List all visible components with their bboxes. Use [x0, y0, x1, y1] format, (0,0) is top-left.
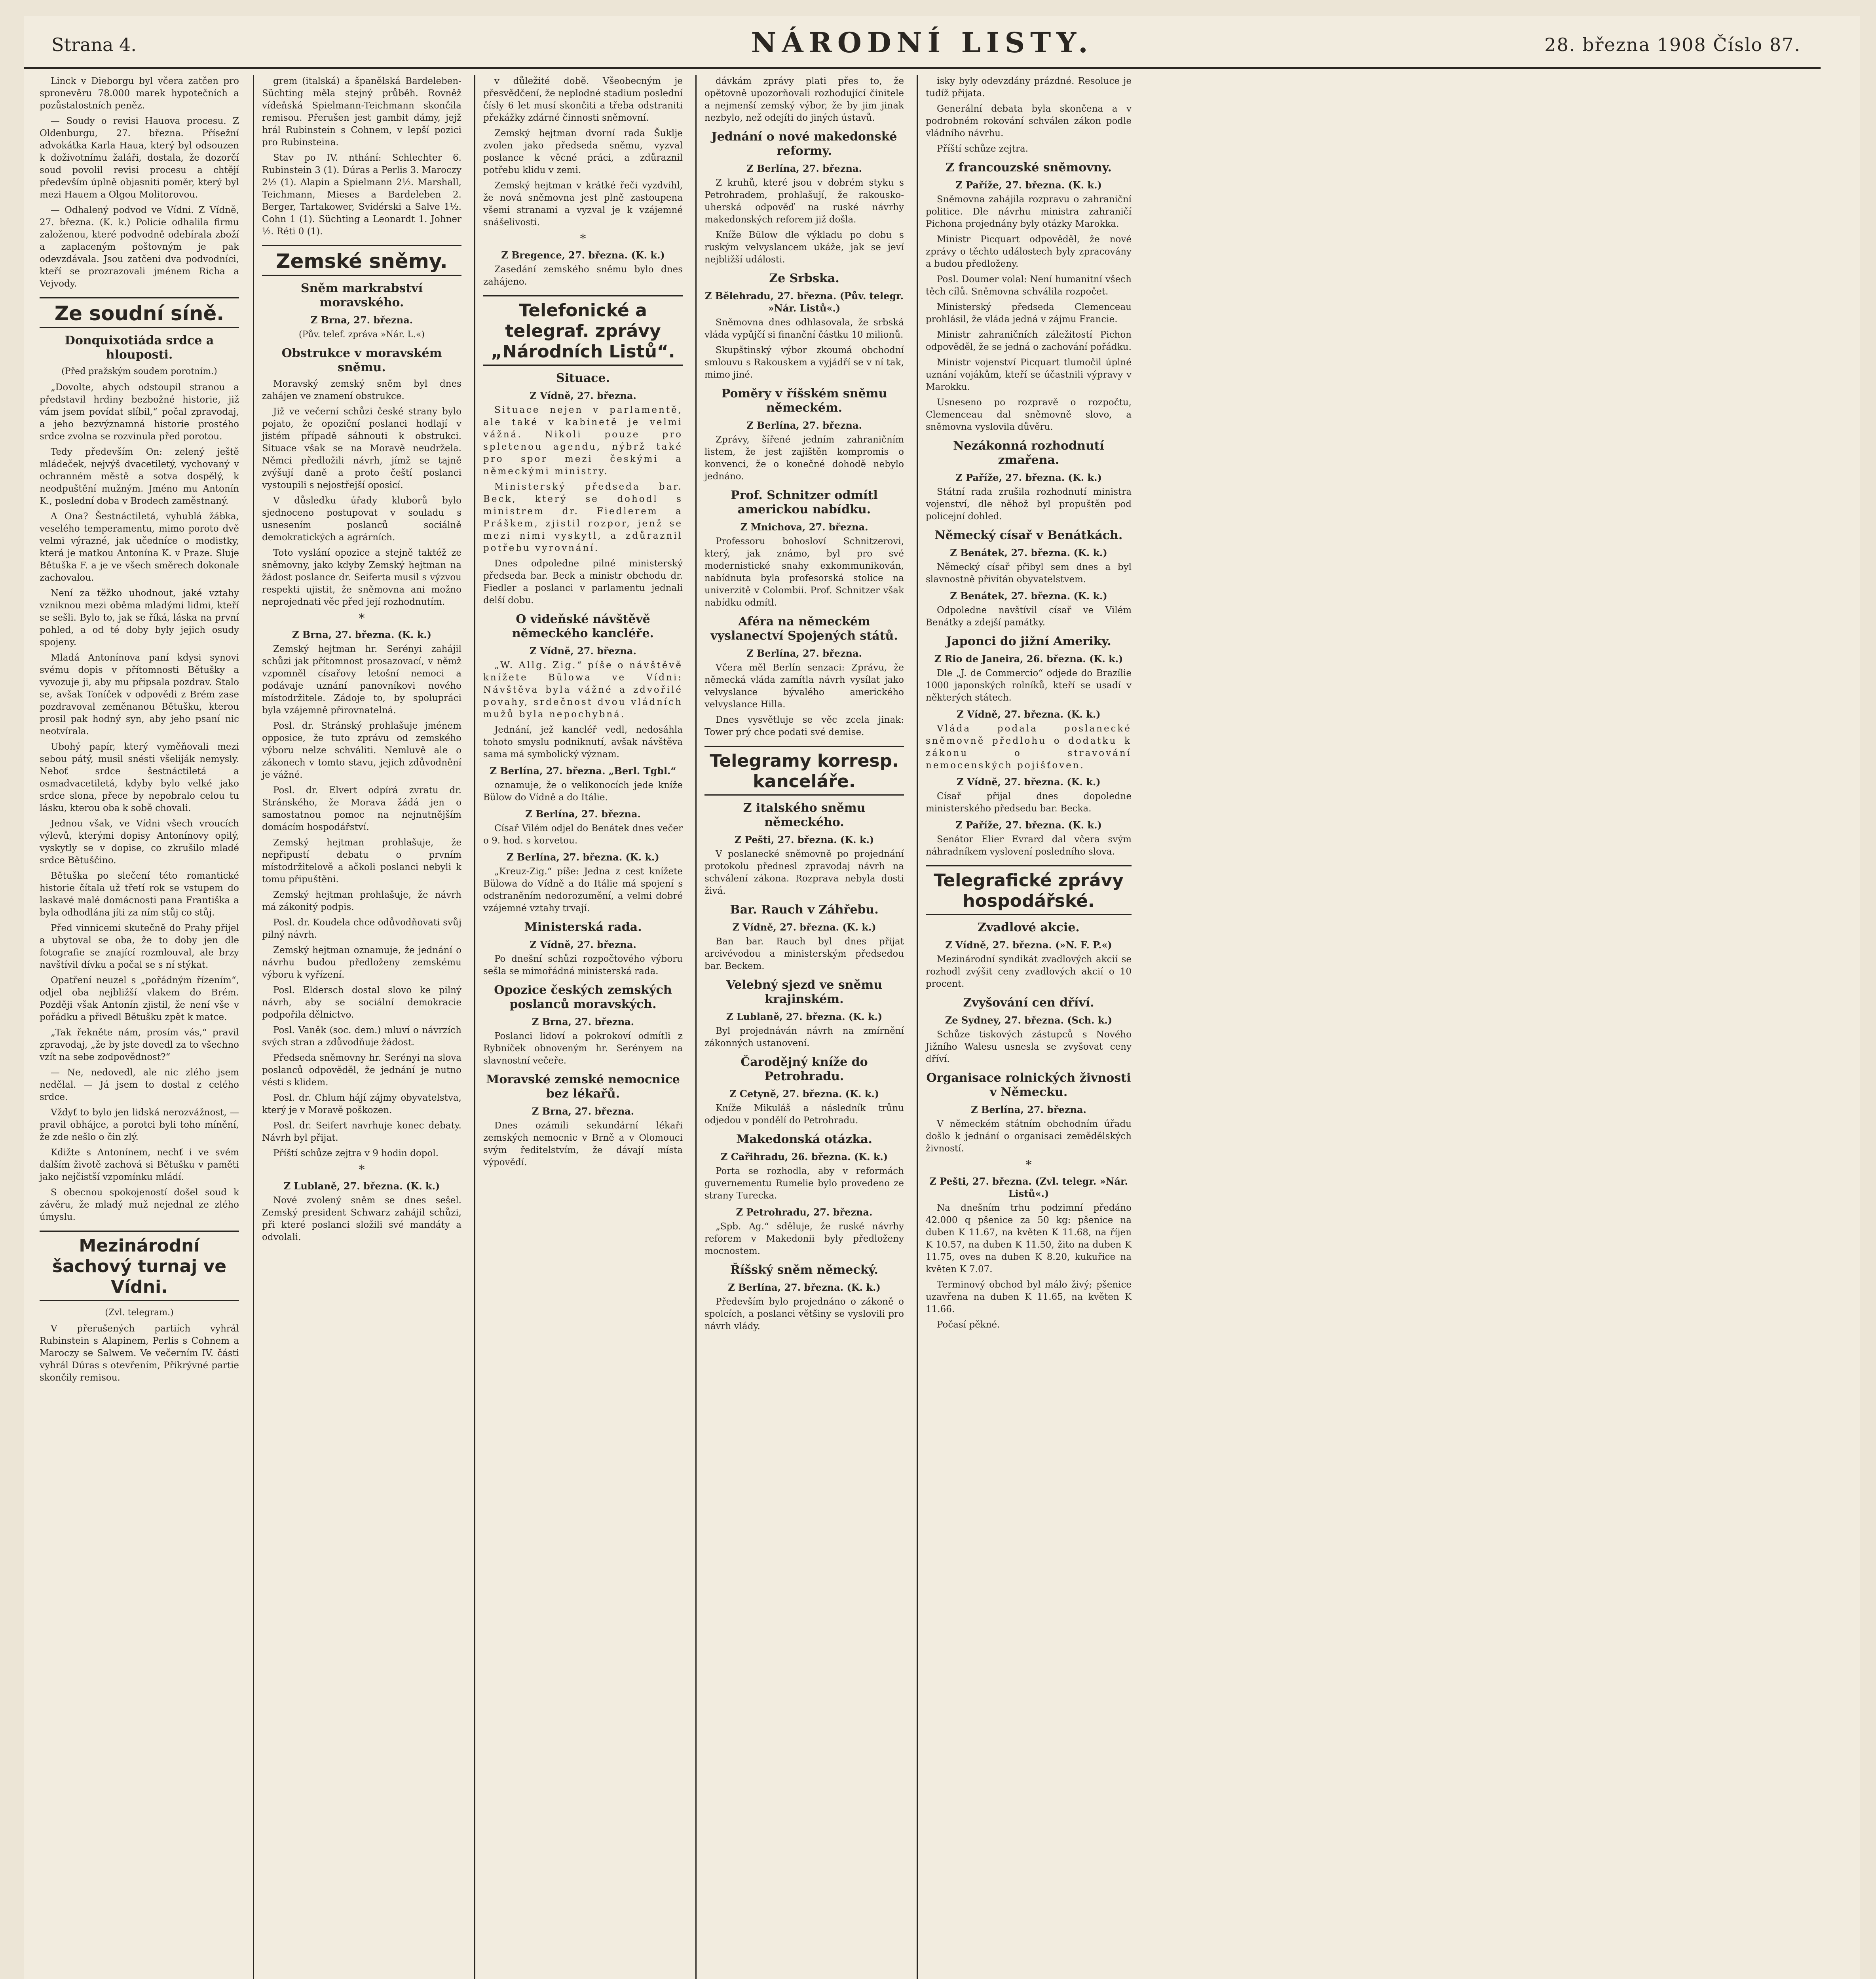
subsection-title: Čarodějný kníže do Petrohradu.	[741, 1055, 868, 1083]
paragraph: Zemský hejtman v krátké řeči vyzdvihl, že nová sněmovna jest plně zastoupena všemi stranami a vyzval je k vzájemné snášelivosti.	[483, 180, 683, 228]
paragraph: S obecnou spokojeností došel soud k závěru, že mladý muž nejednal ze zlého úmyslu.	[40, 1187, 239, 1222]
paragraph: „W. Allg. Zig.“ píše o návštěvě knížete Bülowa ve Vídni: Návštěva byla vážné a zdvořilé povahy, srdečnost dvou vládních mužů byla nepochybná.	[483, 660, 683, 720]
subsection-title: Jednání o nové makedonské reformy.	[711, 130, 897, 158]
subsection-title: Sněm markrabství moravského.	[300, 281, 423, 310]
paragraph: Nové zvolený sněm se dnes sešel. Zemský president Schwarz zahájil schůzi, při které poslanci složili své mandáty a odvolali.	[262, 1195, 461, 1242]
paragraph: Sněmovna dnes odhlasovala, že srbská vláda vypůjčí si finanční částku 10 milionů.	[704, 317, 904, 340]
paragraph: „Dovolte, abych odstoupil stranou a představil hrdiny bezbožné historie, již vám jsem povídat slíbil,“ počal zpravodaj, a jeho bezvýznamná historie prostého srdce zvolna se rozvinula před porotou.	[40, 382, 239, 442]
subsection-title: Prof. Schnitzer odmítl americkou nabídku.	[731, 488, 878, 517]
paragraph: Z kruhů, které jsou v dobrém styku s Petrohradem, prohlašují, že rakousko-uherská odpověď na ruské návrhy makedonských reforem již došla.	[704, 178, 904, 225]
source-note: (Pův. telef. zpráva »Nár. L.«)	[298, 330, 425, 340]
paragraph: Příští schůze zejtra v 9 hodin dopol.	[273, 1148, 439, 1159]
paragraph: Posl. Doumer volal: Není humanitní všech těch cílů. Sněmovna schválila rozpočet.	[926, 274, 1132, 297]
paragraph: Skupštinský výbor zkoumá obchodní smlouvu s Rakouskem a vyjádří se v ní tak, mimo jiné.	[704, 345, 904, 380]
paragraph: A Ona? Šestnáctiletá, vyhublá žábka, veselého temperamentu, mimo poroto dvě velmi výrazné, jak učedníce o modistky, která je matkou Antonína K. v Praze. Sluje Bětuška F. a je ve všech směrech dokonale zachovalou.	[40, 511, 239, 583]
subsection-title: Zvadlové akcie.	[978, 921, 1080, 934]
section-title-court: Ze soudní síně.	[40, 297, 239, 328]
paragraph: V poslanecké sněmovně po projednání protokolu přednesl zpravodaj návrh na schválení zákona. Rozprava nebyla dosti živá.	[704, 849, 904, 896]
article-columns	[32, 75, 1829, 1979]
page-header	[24, 16, 1821, 69]
paragraph: Císař Vilém odjel do Benátek dnes večer o 9. hod. s korvetou.	[483, 823, 683, 846]
paragraph: Zemský hejtman hr. Serényi zahájil schůzi jak přítomnost prosazovací, v němž vzpomněl císařovy letošní nemoci a podávaje uznání panovníkovi nového místodržitele. Zádoje to, by spolupráci byla vzájemně přirovnatelná.	[262, 644, 461, 716]
separator-star: *	[359, 1163, 365, 1177]
dateline: Z Berlína, 27. března. (K. k.)	[728, 1282, 881, 1293]
story-title: Donquixotiáda srdce a hlouposti.	[65, 334, 214, 362]
paragraph: Poslanci lidoví a pokrokoví odmítli z Rybníček obnoveným hr. Serényem na slavnostní večeře.	[483, 1031, 683, 1066]
dateline: Z Vídně, 27. března.	[530, 645, 636, 657]
section-title-diets: Zemské sněmy.	[262, 245, 461, 276]
paragraph: Především bylo projednáno o zákoně o spolcích, a poslanci většiny se vyslovili pro návrh vlády.	[704, 1297, 904, 1331]
paragraph: Dle „J. de Commercio“ odjede do Brazílie 1000 japonských rolníků, kteří se usadí v některých státech.	[926, 668, 1132, 703]
paragraph: Mladá Antonínova paní kdysi synovi svému dopis v přítomnosti Bětušky a vyvozuje ji, aby mu připsala pozdrav. Stalo se, avšak Toníček v odpovědi z Brém zase pozdravoval zeměnanou Bětušku, kterou prosil pak hodný syn, aby jeho psaní nic neotvírala.	[40, 653, 239, 737]
subsection-title: Opozice českých zemských poslanců moravských.	[494, 983, 672, 1011]
paragraph: Ministerský předseda bar. Beck, který se dohodl s ministrem dr. Fiedlerem a Práškem, zjistil rozpor, jenž se mezi nimi vyskytl, a zdůraznil potřebu vyrovnání.	[483, 482, 683, 553]
paragraph: Počasí pěkné.	[937, 1320, 1000, 1330]
dateline: Z Berlína, 27. března.	[746, 648, 862, 659]
paragraph: Německý císař přibyl sem dnes a byl slavnostně přivítán obyvatelstvem.	[926, 562, 1132, 585]
subsection-title: Situace.	[556, 371, 610, 385]
paragraph: Mezinárodní syndikát zvadlových akcií se rozhodl zvýšit ceny zvadlových akcií o 10 procent.	[926, 954, 1132, 989]
page-number: Strana 4.	[51, 34, 137, 55]
paragraph: Professoru bohosloví Schnitzerovi, který, jak známo, byl pro své modernistické snahy exkommunikován, nabídnuta byla profesorská stolice na univerzitě v Colombii. Prof. Schnitzer však nabídku odmítl.	[704, 536, 904, 608]
paragraph: Posl. Vaněk (soc. dem.) mluví o návrzích svých stran a zdůvodňuje žádost.	[262, 1025, 461, 1048]
dateline: Z Berlína, 27. března.	[971, 1104, 1086, 1115]
dateline: Z Vídně, 27. března. (K. k.)	[732, 921, 876, 933]
paragraph: Odpoledne navštívil císař ve Vilém Benátky a zdejší památky.	[926, 605, 1132, 628]
paragraph: Posl. dr. Stránský prohlašuje jménem opposice, že tuto zprávu od zemského výboru nelze schváliti. Nemluvě ale o zákonech v tomto stavu, jejich zdůvodnění je vážné.	[262, 721, 461, 780]
paragraph: Schůze tiskových zástupců s Nového Jižního Walesu usnesla se zvyšovat ceny dříví.	[926, 1029, 1132, 1064]
paragraph: Bětuška po slečení této romantické historie čítala už třetí rok se vstupem do laskavé malé domácnosti pana Františka a byla odhodlána jíti za ním stůj co stůj.	[40, 871, 239, 918]
paragraph: Linck v Dieborgu byl včera zatčen pro spronevěru 78.000 marek hypotečních a pozůstalostních peněz.	[40, 76, 239, 111]
paragraph: Situace nejen v parlamentě, ale také v kabinetě je velmi vážná. Nikoli pouze pro spletenou agendu, nýbrž také pro spor mezi českými a německými ministry.	[483, 405, 683, 477]
paragraph: Dnes vysvětluje se věc zcela jinak: Tower prý chce podati své demise.	[704, 715, 904, 737]
paragraph: Příští schůze zejtra.	[937, 144, 1029, 154]
paragraph: V přerušených partiích vyhrál Rubinstein s Alapinem, Perlis s Cohnem a Maroczy se Salwem. Ve večerním IV. části vyhrál Dúras s otevřením, Přikrývné partie skončily remisou.	[40, 1324, 239, 1383]
dateline: Z Petrohradu, 27. března.	[736, 1206, 873, 1218]
dateline: Z Paříže, 27. března. (K. k.)	[955, 819, 1102, 831]
paragraph: Toto vyslání opozice a stejně taktéž ze sněmovny, jako kdyby Zemský hejtman na žádost poslance dr. Seiferta musil s výzvou respekti ujistit, že sněmovna ani možno neprojednati věc před její rozhodnutím.	[262, 548, 461, 607]
subsection-title: Japonci do jižní Ameriky.	[946, 634, 1111, 648]
paragraph: Jednou však, ve Vídni všech vroucích výlevů, kterými dopisy Antonínovy opilý, vyskytly se v dopise, co zkrušilo mladé srdce Bětuščino.	[40, 819, 239, 866]
dateline: Z Benátek, 27. března. (K. k.)	[950, 547, 1107, 558]
subsection-title: Moravské zemské nemocnice bez lékařů.	[486, 1073, 680, 1101]
dateline: Z Pešti, 27. března. (Zvl. telegr. »Nár. Listů«.)	[929, 1176, 1128, 1199]
paragraph: Terminový obchod byl málo živý; pšenice uzavřena na duben K 11.65, na květen K 11.66.	[926, 1280, 1132, 1314]
paragraph: Vždyť to bylo jen lidská nerozvážnost, — pravil obhájce, a porotci byli toho mínění, že zde nešlo o čin zlý.	[40, 1107, 239, 1142]
paragraph: Stav po IV. nthání: Schlechter 6. Rubinstein 3 (1). Dúras a Perlis 3. Maroczy 2½ (1). Alapin a Spielmann 2½. Marshall, Teichmann, Mieses a Bardeleben 2. Berger, Tartakower, Svidérski a Salve 1½. Cohn 1 (1). Süchting a Leonardt 1. Johner ½. Réti 0 (1).	[262, 153, 461, 237]
paragraph: Dnes odpoledne pilné ministerský předseda bar. Beck a ministr obchodu dr. Fiedler a poslanci v parlamentu jednali delší dobu.	[483, 558, 683, 606]
paragraph: dávkám zprávy plati přes to, že opětovně upozorňovali rozhodující činitele a nejmenší zemský výbor, že by jim jinak nezbylo, než odejíti do jiných ústavů.	[704, 76, 904, 123]
subsection-title: O videňské návštěvě německého kancléře.	[512, 612, 654, 640]
subsection-title: Nezákonná rozhodnutí zmařena.	[953, 439, 1104, 467]
paragraph: Posl. dr. Elvert odpírá zvratu dr. Stránského, že Morava žádá jen o samostatnou pomoc na nejnutnějším domácím hospodářství.	[262, 785, 461, 832]
paragraph: Po dnešní schůzi rozpočtového výboru sešla se mimořádná ministerská rada.	[483, 954, 683, 976]
paragraph: Byl projednáván návrh na zmírnění zákonných ustanovení.	[704, 1026, 904, 1048]
dateline: Z Berlína, 27. března.	[525, 808, 641, 820]
subsection-title: Z francouzské sněmovny.	[946, 161, 1112, 175]
dateline: Z Vídně, 27. března. (»N. F. P.«)	[945, 939, 1112, 951]
section-title-chess: Mezinárodní šachový turnaj ve Vídni.	[40, 1231, 239, 1301]
dateline: Z Lublaně, 27. března. (K. k.)	[726, 1011, 883, 1022]
subsection-title: Obstrukce v moravském sněmu.	[281, 346, 442, 374]
dateline: Z Paříže, 27. března. (K. k.)	[955, 179, 1102, 191]
paragraph: Ministr zahraničních záležitostí Pichon odpověděl, že se jedná o zachování pořádku.	[926, 330, 1132, 352]
paragraph: Ministr Picquart odpověděl, že nové zprávy o těchto událostech byly zpracovány a budou předloženy.	[926, 234, 1132, 269]
paragraph: Posl. dr. Koudela chce odůvodňovati svůj pilný návrh.	[262, 917, 461, 940]
paragraph: Usneseno po rozpravě o rozpočtu, Clemenceau dal sněmovně slovo, a sněmovna vyslovila důvěru.	[926, 397, 1132, 432]
paragraph: Vláda podala poslanecké sněmovně předlohu o dodatku k zákonu o stravování nemocenských pojišťoven.	[926, 724, 1132, 771]
subsection-title: Poměry v říšském sněmu německém.	[721, 387, 887, 415]
chess-subtitle: (Zvl. telegram.)	[105, 1308, 174, 1318]
dateline: Z Lublaně, 27. března. (K. k.)	[283, 1180, 440, 1192]
section-title-economic-telegrams: Telegrafické zprávy hospodářské.	[926, 865, 1132, 915]
paragraph: v důležité době. Všeobecným je přesvědčení, že neplodné stadium poslední čísly 6 let musí skončiti a třeba odstraniti překážky zdárné činnosti sněmovní.	[483, 76, 683, 123]
masthead-title: NÁRODNÍ LISTY.	[751, 26, 1094, 59]
paragraph: V německém státním obchodním úřadu došlo k jednání o organisaci zemědělských živností.	[926, 1119, 1132, 1154]
paragraph: Sněmovna zahájila rozpravu o zahraniční politice. Dle návrhu ministra zahraničí Pichona projednány byly otázky Marokka.	[926, 194, 1132, 229]
paragraph: Posl. dr. Seifert navrhuje konec debaty. Návrh byl přijat.	[262, 1121, 461, 1143]
dateline: Z Berlína, 27. března.	[746, 420, 862, 431]
dateline: Z Vídně, 27. března. (K. k.)	[957, 708, 1101, 720]
paragraph: Porta se rozhodla, aby v reformách guvernementu Rumelie bylo provedeno ze strany Turecka.	[704, 1166, 904, 1201]
paragraph: V důsledku úřady kluborů bylo sjednoceno postupovat v souladu s usnesením poslanců sociálně demokratických a agrárních.	[262, 496, 461, 543]
dateline: Ze Sydney, 27. března. (Sch. k.)	[945, 1014, 1113, 1026]
column-1	[32, 75, 247, 1979]
column-2	[253, 75, 469, 1979]
paragraph: Ministerský předseda Clemenceau prohlásil, že vláda jedná v zájmu Francie.	[926, 302, 1132, 325]
subsection-title: Z italského sněmu německého.	[743, 801, 866, 829]
dateline: Z Berlína, 27. března.	[746, 163, 862, 174]
dateline: Z Cařihradu, 26. března. (K. k.)	[720, 1151, 888, 1162]
dateline: Z Paříže, 27. března. (K. k.)	[955, 472, 1102, 483]
subsection-title: Ze Srbska.	[769, 272, 839, 285]
dateline: Z Mnichova, 27. března.	[740, 521, 868, 533]
dateline: Z Bregence, 27. března. (K. k.)	[501, 249, 665, 261]
subsection-title: Organisace rolnických živnosti v Německu.	[926, 1071, 1131, 1099]
paragraph: Zemský hejtman oznamuje, že jednání o návrhu budou předloženy zemskému výboru k vyřízení.	[262, 945, 461, 980]
dateline: Z Brna, 27. března.	[532, 1016, 634, 1027]
dateline: Z Brna, 27. března.	[310, 314, 413, 326]
paragraph: — Ne, nedovedl, ale nic zlého jsem nedělal. — Já jsem to dostal z celého srdce.	[40, 1067, 239, 1102]
paragraph: „Spb. Ag.“ sděluje, že ruské návrhy reforem v Makedonii byly předloženy mocnostem.	[704, 1221, 904, 1256]
paragraph: Kníže Mikuláš a následník trůnu odjedou v pondělí do Petrohradu.	[704, 1103, 904, 1126]
subsection-title: Zvyšování cen dříví.	[963, 996, 1094, 1010]
paragraph: Státní rada zrušila rozhodnutí ministra vojenství, dle něhož byl propuštěn pod policejní dohled.	[926, 487, 1132, 522]
dateline: Z Vídně, 27. března.	[530, 390, 636, 401]
dateline: Z Brna, 27. března.	[532, 1105, 634, 1117]
dateline: Z Brna, 27. března. (K. k.)	[292, 629, 431, 640]
paragraph: Předseda sněmovny hr. Serényi na slova poslanců odpověděl, že jednání je nutno vésti s klidem.	[262, 1053, 461, 1088]
section-title-telephone-news: Telefonické a telegraf. zprávy „Národních Listů“.	[483, 295, 683, 366]
paragraph: oznamuje, že o velikonocích jede kníže Bülow do Vídně a do Itálie.	[483, 780, 683, 803]
paragraph: Ban bar. Rauch byl dnes přijat arcivévodou a ministerským předsedou bar. Beckem.	[704, 936, 904, 971]
issue-date: 28. března 1908 Číslo 87.	[1544, 34, 1801, 55]
subsection-title: Německý císař v Benátkách.	[934, 528, 1123, 542]
paragraph: Tedy především On: zelený ještě mládeček, nejvýš dvacetiletý, vychovaný v ochranném městě a sotva dospělý, k neodpuštění mužným. Jméno mu Antonín K., poslední doba v Brodech zaměstnaný.	[40, 447, 239, 506]
paragraph: Posl. dr. Chlum hájí zájmy obyvatelstva, který je v Moravě poškozen.	[262, 1093, 461, 1115]
paragraph: Opatření neuzel s „pořádným řízením“, odjel oba nejbližší vlakem do Brém. Později však Antonín zjistil, že není vše v pořádku a přivedl Bětušku zpět k matce.	[40, 975, 239, 1022]
dateline: Z Berlína, 27. března. „Berl. Tgbl.“	[490, 765, 676, 777]
subsection-title: Říšský sněm německý.	[730, 1263, 878, 1277]
dateline: Z Vídně, 27. března.	[530, 939, 636, 950]
subsection-title: Aféra na německém vyslanectví Spojených států.	[710, 615, 898, 643]
dateline: Z Vídně, 27. března. (K. k.)	[957, 776, 1101, 788]
paragraph: Zemský hejtman prohlašuje, že návrh má zákonitý podpis.	[262, 890, 461, 912]
paragraph: Není za těžko uhodnout, jaké vztahy vzniknou mezi oběma mladými lidmi, kteří se sešli. Bylo to, jak se říká, láska na první pohled, a od té doby byly jejich osudy spojeny.	[40, 588, 239, 648]
subsection-title: Makedonská otázka.	[736, 1132, 872, 1146]
subsection-title: Velebný sjezd ve sněmu krajinském.	[726, 978, 883, 1006]
separator-star: *	[580, 232, 586, 246]
subsection-title: Ministerská rada.	[524, 920, 642, 934]
paragraph: Dnes ozámili sekundární lékaři zemských nemocnic v Brně a v Olomouci svým ředitelstvím, že dávají místa výpovědí.	[483, 1121, 683, 1168]
subsection-title: Bar. Rauch v Záhřebu.	[730, 903, 879, 917]
paragraph: grem (italská) a španělská Bardeleben-Süchting měla stejný průběh. Rovněž vídeňská Spielmann-Teichmann skončila remisou. Přerušen jest gambit dámy, jejž hrál Rubinstein s Cohnem, v lepší pozici pro Rubinsteina.	[262, 76, 461, 148]
section-title-telegrams: Telegramy korresp. kanceláře.	[704, 746, 904, 796]
paragraph: Posl. Eldersch dostal slovo ke pilný návrh, aby se sociální demokracie podpořila dělnictvo.	[262, 985, 461, 1020]
paragraph: Císař přijal dnes dopoledne ministerského předsedu bar. Becka.	[926, 791, 1132, 814]
paragraph: Moravský zemský sněm byl dnes zahájen ve znamení obstrukce.	[262, 379, 461, 401]
paragraph: Zasedání zemského sněmu bylo dnes zahájeno.	[483, 264, 683, 287]
paragraph: Zprávy, šířené jedním zahraničním listem, že jest zajištěn kompromis o konvenci, že o konečné dohodě nebylo jednáno.	[704, 435, 904, 482]
column-5	[917, 75, 1139, 1979]
dateline: Z Bělehradu, 27. března. (Pův. telegr. »Nár. Listů«.)	[705, 290, 904, 314]
dateline: Z Cetyně, 27. března. (K. k.)	[729, 1088, 879, 1100]
paragraph: Ubohý papír, který vyměňovali mezi sebou pátý, musil snésti všeliják nemysly. Neboť srdce šestnáctiletá a osmadvacetiletá, kdyby bylo velké jako srdce slona, přece by nepobralo celou tu lásku, kterou oba k sobě chovali.	[40, 742, 239, 813]
separator-star: *	[1025, 1158, 1032, 1172]
paragraph: „Tak řekněte nám, prosím vás,“ pravil zpravodaj, „že by jste dovedl za to všechno vzít na sebe zodpovědnost?“	[40, 1027, 239, 1062]
paragraph: Před vinnicemi skutečně do Prahy přijel a ubytoval se oba, že to doby jen dle fotografie se znající rozmlouval, ale brzy navštívil dívku a počal se s ní stýkat.	[40, 923, 239, 970]
paragraph: Senátor Elier Evrard dal včera svým náhradníkem vyslovení posledního slova.	[926, 834, 1132, 857]
dateline: Z Pešti, 27. března. (K. k.)	[734, 834, 874, 845]
paragraph: — Soudy o revisi Hauova procesu. Z Oldenburgu, 27. března. Přísežní advokátka Karla Haua, který byl odsouzen k doživotnímu žaláři, dostala, že dozorčí soud povolil revisi procesu a chtějí především úplně objasniti poměr, který byl mezi Hauem a Olgou Molitorovou.	[40, 116, 239, 200]
paragraph: Zemský hejtman prohlašuje, že nepřipustí debatu o prvním místodržitelově a ačkoli poslanci nebyli k tomu připuštěni.	[262, 838, 461, 885]
paragraph: Včera měl Berlín senzaci: Zprávu, že německá vláda zamítla návrh vysílat jako velvyslance bývalého amerického velvyslance Hilla.	[704, 663, 904, 710]
paragraph: Kdižte s Antonínem, nechť i ve svém dalším životě zachová si Bětušku v paměti jako nejčistší vzpomínku mládí.	[40, 1147, 239, 1182]
dateline: Z Rio de Janeira, 26. března. (K. k.)	[934, 653, 1123, 665]
separator-star: *	[359, 612, 365, 625]
column-3	[474, 75, 691, 1979]
paragraph: Již ve večerní schůzi české strany bylo pojato, že opoziční poslanci hodlají v jistém případě sáhnouti k obstrukci. Situace však se na Moravě neudržela. Němci předložili návrh, jímž se tajně zvýšují daně a proto čeští poslanci vystoupili s nejostřejší oposicí.	[262, 406, 461, 490]
column-4	[695, 75, 912, 1979]
paragraph: Kníže Bülow dle výkladu po dobu s ruským velvyslancem ukáže, jak se jeví nejbližší události.	[704, 230, 904, 265]
paragraph: — Odhalený podvod ve Vídni. Z Vídně, 27. března. (K. k.) Policie odhalila firmu založenou, které podvodně odebírala zboží a zaplaceným poštovným je pak odevzdávala. Jsou zatčeni dva podvodníci, kteří se prozrazovali jménem Richa a Vejvody.	[40, 205, 239, 289]
paragraph: Ministr vojenství Picquart tlumočil úplné uznání vojákům, kteří se účastnili výpravy v Marokku.	[926, 357, 1132, 392]
story-subtitle: (Před pražským soudem porotním.)	[61, 367, 217, 376]
paragraph: isky byly odevzdány prázdné. Resoluce je tudíž přijata.	[926, 76, 1132, 99]
paragraph: Zemský hejtman dvorní rada Šuklje zvolen jako předseda sněmu, vyzval poslance k věcné práci, a zdůraznil potřebu klidu v zemi.	[483, 128, 683, 175]
dateline: Z Berlína, 27. března. (K. k.)	[507, 851, 659, 863]
paragraph: Jednání, jež kancléř vedl, nedosáhla tohoto smyslu podniknutí, avšak návštěva sama má symbolický význam.	[483, 725, 683, 760]
dateline: Z Benátek, 27. března. (K. k.)	[950, 590, 1107, 602]
paragraph: Generální debata byla skončena a v podrobném rokování schválen zákon podle vládního návrhu.	[926, 104, 1132, 139]
paragraph: „Kreuz-Zig.“ píše: Jedna z cest knížete Bülowa do Vídně a do Itálie má spojení s odstraněním nedorozumění, a velmi dobré vzájemné vztahy trvají.	[483, 866, 683, 914]
paragraph: Na dnešním trhu podzimní předáno 42.000 q pšenice za 50 kg: pšenice na duben K 11.67, na květen K 11.68, na říjen K 10.57, na duben K 11.50, žito na duben K 11.75, oves na duben K 8.20, kukuřice na květen K 7.07.	[926, 1203, 1132, 1274]
